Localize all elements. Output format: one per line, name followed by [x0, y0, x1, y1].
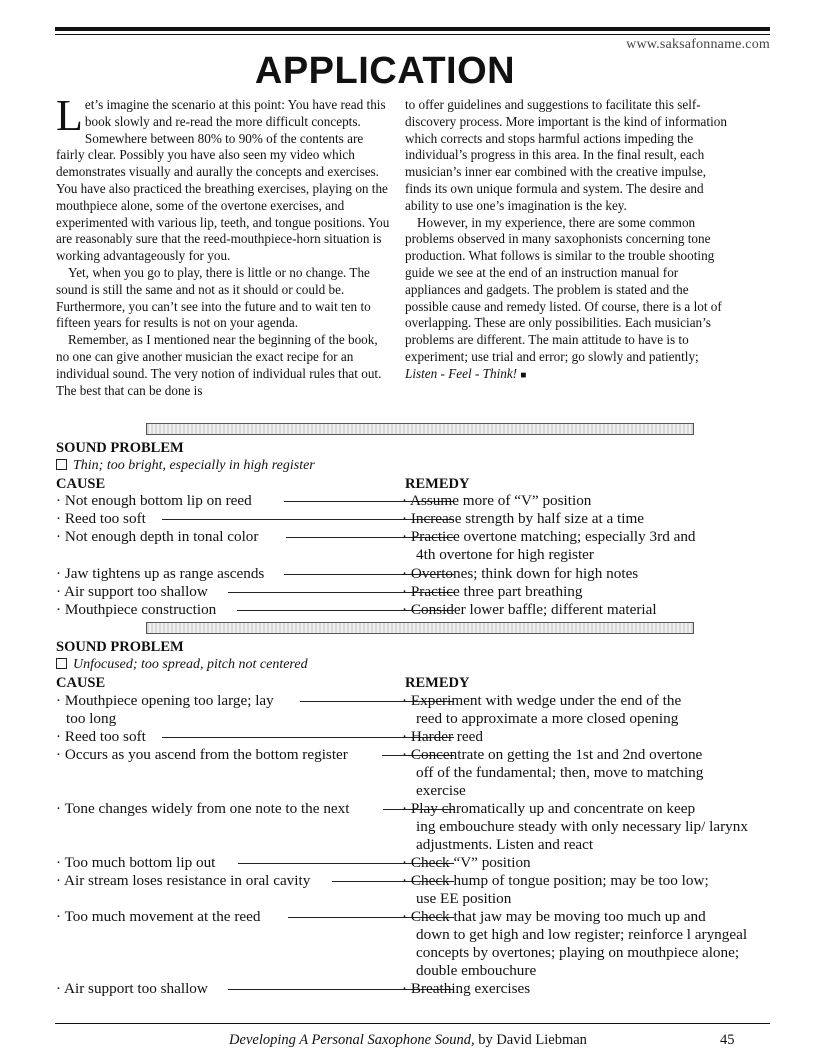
remedy-text: · Practice three part breathing	[402, 583, 583, 600]
remedy-cell	[402, 692, 752, 728]
remedy-text: · Check hump of tongue position; may be too low;	[402, 872, 709, 889]
section-2-remedy-label: REMEDY	[405, 675, 470, 691]
cause-text: · Air support too shallow	[56, 980, 208, 997]
remedy-continuation: 4th overtone for high register	[416, 546, 594, 563]
remedy-cell	[402, 908, 752, 980]
section-1-cause-label: CAUSE	[56, 476, 106, 492]
cause-text: · Not enough depth in tonal color	[56, 528, 259, 545]
page-number: 45	[720, 1032, 735, 1048]
end-mark: ■	[520, 369, 527, 381]
cause-text: · Mouthpiece opening too large; lay	[56, 692, 274, 709]
byline: by David Liebman	[474, 1032, 587, 1048]
remedy-text: · Overtones; think down for high notes	[402, 565, 639, 582]
remedy-continuation: off of the fundamental; then, move to matching exercise	[416, 764, 704, 799]
intro-paragraph-1-text: et’s imagine the scenario at this point: You have read this book slowly and re-read the more difficult concepts. Somewhere between 80% to 90% of the contents are fairly clear. Possibly you have also seen my video which demonstrates visually and aurally the concepts and exercises. You have also practiced the breathing exercises, playing on the mouthpiece alone, some of the overtone exercises, and experimented with various lip, teeth, and tongue positions. You are reasonably sure that the reed-mouthpiece-horn situation is working advantageously for you.	[56, 97, 390, 264]
intro-left-column	[56, 91, 394, 399]
checkbox-icon	[56, 459, 67, 470]
section-divider-bar-2	[146, 622, 694, 634]
cause-text: · Not enough bottom lip on reed	[56, 492, 252, 509]
remedy-text: · Experiment with wedge under the end of the	[402, 692, 682, 709]
intro-paragraph-4: to offer guidelines and suggestions to facilitate this self-discovery process. More important is the kind of information which corrects and stops harmful actions impeding the individual’s progress in this area. In the final result, each musician’s inner ear combined with the creative impulse, finds its own unique formula and system. The desire and ability to use one’s imagination is the key.	[405, 97, 727, 213]
remedy-text: · Consider lower baffle; different material	[402, 601, 657, 618]
cause-text: · Occurs as you ascend from the bottom register	[56, 746, 348, 763]
remedy-cell	[402, 872, 752, 908]
remedy-text: · Harder reed	[402, 728, 483, 745]
intro-paragraph-2: Yet, when you go to play, there is little or no change. The sound is still the same and not as it should or could be. Furthermore, you can’t see into the future and to wait ten to fifteen years for results is not on your agenda.	[56, 264, 371, 331]
drop-cap: L	[56, 91, 83, 140]
section-2-heading: SOUND PROBLEM	[56, 639, 184, 655]
signoff-line	[405, 366, 735, 385]
section-2-problem-text: Unfocused; too spread, pitch not centered	[73, 657, 308, 672]
remedy-continuation: use EE position	[416, 890, 512, 907]
cause-text: · Air stream loses resistance in oral cavity	[56, 872, 311, 889]
book-title: Developing A Personal Saxophone Sound,	[229, 1032, 475, 1048]
remedy-text: · Play chromatically up and concentrate on keep	[402, 800, 696, 817]
remedy-text: · Practice overtone matching; especially 3rd and	[402, 528, 696, 545]
remedy-continuation: reed to approximate a more closed opening	[416, 710, 679, 727]
top-rule-thick	[55, 27, 770, 31]
cause-text: · Tone changes widely from one note to the next	[56, 800, 350, 817]
remedy-continuation: ing embouchure steady with only necessary lip/ larynx adjustments. Listen and react	[416, 818, 748, 853]
cause-text: · Reed too soft	[56, 728, 146, 745]
cause-continuation: too long	[66, 710, 117, 727]
cause-text: · Too much bottom lip out	[56, 854, 216, 871]
remedy-text: · Check that jaw may be moving too much up and	[402, 908, 706, 925]
checkbox-icon	[56, 658, 67, 669]
footer-rule	[55, 1023, 770, 1024]
intro-right-column	[405, 97, 735, 385]
remedy-cell	[402, 800, 752, 854]
section-1-problem	[56, 458, 315, 474]
cause-text: · Jaw tightens up as range ascends	[56, 565, 265, 582]
remedy-cell	[402, 528, 752, 564]
intro-paragraph-5: However, in my experience, there are some common problems observed in many saxophonists concerning tone production. What follows is similar to the trouble shooting guide we see at the end of an instruction manual for appliances and gadgets. The problem is stated and the possible cause and remedy listed. Of course, there is a lot of overlapping. These are only possibilities. Each musician’s problems are different. The main attitude to have is to experiment; use trial and error; go slowly and patiently;	[405, 214, 722, 364]
remedy-continuation: down to get high and low register; reinforce l aryngeal concepts by overtones; playing on mouthpiece alone; double embouchure	[416, 926, 748, 979]
remedy-text: · Check “V” position	[402, 854, 531, 871]
remedy-text: · Breathing exercises	[402, 980, 531, 997]
section-1-heading: SOUND PROBLEM	[56, 440, 184, 456]
section-1-remedy-label: REMEDY	[405, 476, 470, 492]
remedy-text: · Increase strength by half size at a time	[402, 510, 645, 527]
cause-text: · Air support too shallow	[56, 583, 208, 600]
top-rule-thin	[55, 34, 770, 35]
cause-text: · Mouthpiece construction	[56, 601, 217, 618]
remedy-text: · Concentrate on getting the 1st and 2nd overtone	[402, 746, 703, 763]
page-title: APPLICATION	[254, 50, 516, 92]
intro-paragraph-3: Remember, as I mentioned near the beginning of the book, no one can give another musician the exact recipe for an individual sound. The very notion of individual rules that out. The best that can be done is	[56, 332, 382, 398]
remedy-cell	[402, 746, 752, 800]
section-2-problem	[56, 657, 308, 673]
footer-citation	[0, 1032, 816, 1049]
section-1-problem-text: Thin; too bright, especially in high register	[73, 458, 315, 473]
signoff-text: Listen - Feel - Think!	[405, 365, 518, 381]
remedy-text: · Assume more of “V” position	[402, 492, 592, 509]
section-2-cause-label: CAUSE	[56, 675, 106, 691]
cause-text: · Reed too soft	[56, 510, 146, 527]
website-watermark: www.saksafonname.com	[626, 37, 770, 52]
cause-text: · Too much movement at the reed	[56, 908, 261, 925]
intro-paragraph-1	[56, 91, 394, 265]
section-divider-bar-1	[146, 423, 694, 435]
